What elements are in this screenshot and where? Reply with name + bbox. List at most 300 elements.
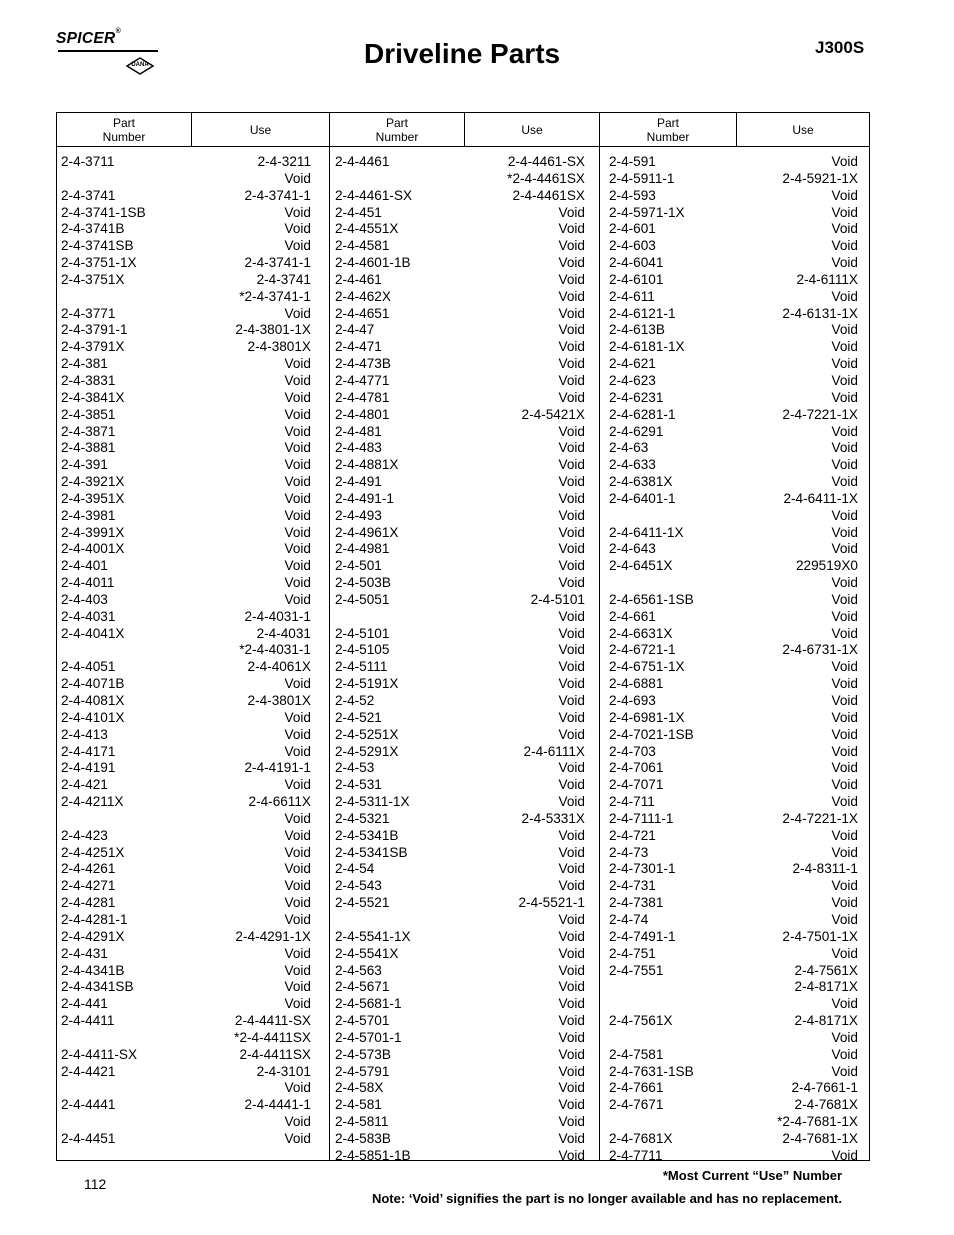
use-cell: Void [831,187,858,203]
use-cell: Void [831,1147,858,1163]
part-number-cell: 2-4-3771 [61,305,116,321]
table-row [609,322,858,339]
table-row [61,710,311,727]
table-row [335,676,585,693]
table-row [609,861,858,878]
use-cell: Void [831,524,858,540]
use-cell: Void [558,221,585,237]
part-number-cell: 2-4-451 [335,204,382,220]
part-number-cell: 2-4-623 [609,372,656,388]
use-cell: Void [558,1063,585,1079]
table-row [609,845,858,862]
part-number-cell: 2-4-471 [335,339,382,355]
part-number-cell: 2-4-47 [335,322,375,338]
part-number-cell: 2-4-4031 [61,608,116,624]
use-cell: Void [284,389,311,405]
part-number-cell: 2-4-6231 [609,389,664,405]
part-number-cell: 2-4-431 [61,945,108,961]
use-cell: 2-4-7681X [794,1097,858,1113]
part-number-cell: 2-4-6411-1X [609,524,684,540]
use-cell: Void [558,389,585,405]
part-number-cell: 2-4-4551X [335,221,399,237]
table-row [335,710,585,727]
table-row [335,1047,585,1064]
dana-text: DANA [131,62,149,68]
table-row [61,996,311,1013]
spicer-logo [56,30,160,78]
part-number-cell: 2-4-3991X [61,524,125,540]
use-cell: 2-4-8311-1 [792,861,858,877]
table-row [61,154,311,171]
registered-mark: ® [115,28,121,35]
table-row [335,1080,585,1097]
part-number-cell: 2-4-5851-1B [335,1147,411,1163]
part-number-cell: 2-4-421 [61,777,108,793]
table-row [61,525,311,542]
table-row [335,188,585,205]
part-number-cell: 2-4-4451 [61,1130,116,1146]
part-number-cell: 2-4-5701 [335,1013,390,1029]
part-number-cell: 2-4-4581 [335,238,390,254]
use-cell: Void [558,423,585,439]
part-number-cell: 2-4-521 [335,709,382,725]
part-number-cell: 2-4-4881X [335,457,399,473]
use-cell: Void [558,625,585,641]
use-cell: Void [284,1114,311,1130]
use-cell: 2-4-6611X [248,794,311,810]
use-cell: Void [558,760,585,776]
part-number-cell: 2-4-7671 [609,1097,664,1113]
table-row [61,339,311,356]
use-cell: Void [831,625,858,641]
header-use-1: Use [191,113,329,146]
use-cell: Void [831,591,858,607]
use-cell: 2-4-3741 [256,271,311,287]
part-number-cell: 2-4-52 [335,693,375,708]
part-number-cell: 2-4-4981 [335,541,390,557]
part-number-cell: 2-4-7061 [609,760,664,776]
part-number-cell: 2-4-3711 [61,154,115,169]
use-cell: Void [558,541,585,557]
use-cell: Void [831,457,858,473]
use-cell: Void [831,693,858,708]
use-cell: Void [558,794,585,810]
use-cell: Void [831,726,858,742]
dana-diamond-icon [126,57,154,75]
table-row [609,289,858,306]
table-row [335,1013,585,1030]
part-number-cell: 2-4-531 [335,777,382,793]
use-cell: 2-4-3741-1 [244,187,311,203]
part-number-cell: 2-4-3831 [61,372,116,388]
part-number-cell: 2-4-4421 [61,1063,116,1079]
use-cell: 2-4-3741-1 [244,255,311,271]
part-number-cell: 2-4-4001X [61,541,125,557]
header-use-2: Use [464,113,599,146]
table-row [335,558,585,575]
use-cell: 229519X0 [796,558,858,574]
use-cell: Void [558,1147,585,1163]
use-cell: Void [558,575,585,591]
use-cell: *2-4-4461SX [507,170,585,186]
part-number-cell: 2-4-3871 [61,423,116,439]
use-cell: Void [558,524,585,540]
table-row [335,255,585,272]
table-row [609,710,858,727]
table-row [61,171,311,188]
table-row [61,289,311,306]
use-cell: *2-4-4411SX [234,1029,311,1045]
use-cell: Void [558,305,585,321]
table-row [61,946,311,963]
use-cell: Void [831,238,858,254]
use-cell: 2-4-5421X [521,406,585,422]
use-cell: 2-4-6111X [796,271,858,287]
page-number: 112 [84,1176,107,1192]
table-row [61,238,311,255]
table-row [61,508,311,525]
table-row [61,356,311,373]
column-divider-2 [599,146,600,1160]
table-row [335,491,585,508]
part-number-cell: 2-4-3791X [61,339,125,355]
use-cell: Void [831,474,858,490]
table-row [609,221,858,238]
part-number-cell: 2-4-4411-SX [61,1046,138,1062]
use-cell: 2-4-4461-SX [507,154,585,169]
table-row [335,642,585,659]
part-number-cell: 2-4-7661 [609,1080,664,1096]
table-row [335,424,585,441]
use-cell: 2-4-7221-1X [782,406,858,422]
part-number-cell: 2-4-3741SB [61,238,134,254]
table-row [61,474,311,491]
parts-column-2 [335,154,585,1165]
part-number-cell: 2-4-4071B [61,676,125,692]
use-cell: Void [558,659,585,675]
table-row [609,642,858,659]
use-cell: Void [558,558,585,574]
table-row [609,306,858,323]
use-cell: Void [284,827,311,843]
table-row [61,895,311,912]
table-row [609,474,858,491]
part-number-cell: 2-4-593 [609,187,656,203]
part-number-cell: 2-4-441 [61,996,108,1012]
use-cell: Void [558,676,585,692]
part-number-cell: 2-4-4461-SX [335,187,413,203]
use-cell: Void [831,204,858,220]
part-number-cell: 2-4-6101 [609,271,664,287]
table-row [335,895,585,912]
table-row [61,1030,311,1047]
table-row [335,154,585,171]
part-number-cell: 2-4-621 [609,356,656,372]
table-row [609,255,858,272]
use-cell: Void [558,1013,585,1029]
table-row [609,373,858,390]
use-cell: 2-4-7661-1 [791,1080,858,1096]
part-number-cell: 2-4-74 [609,911,649,927]
table-row [335,811,585,828]
brand-name [56,30,121,48]
part-number-cell: 2-4-4271 [61,878,116,894]
use-cell: Void [558,372,585,388]
table-row [609,592,858,609]
use-cell: Void [558,204,585,220]
part-number-cell: 2-4-5791 [335,1063,390,1079]
table-row [335,525,585,542]
use-cell: Void [558,642,585,658]
part-number-cell: 2-4-5541-1X [335,928,411,944]
part-number-cell: 2-4-4961X [335,524,399,540]
table-row [61,255,311,272]
part-number-cell: 2-4-721 [609,827,656,843]
part-number-cell: 2-4-491-1 [335,490,394,506]
table-row [335,794,585,811]
use-cell: Void [558,255,585,271]
part-number-cell: 2-4-661 [609,608,656,624]
part-number-cell: 2-4-7381 [609,895,664,911]
use-cell: Void [558,1130,585,1146]
table-row [609,171,858,188]
part-number-cell: 2-4-4041X [61,625,125,641]
part-number-cell: 2-4-473B [335,356,391,372]
use-cell: Void [558,457,585,473]
use-cell: Void [831,322,858,338]
part-number-cell: 2-4-3751X [61,271,125,287]
table-row [335,322,585,339]
part-number-cell: 2-4-6751-1X [609,659,685,675]
table-row [335,1097,585,1114]
use-cell: 2-4-3801X [247,693,311,708]
table-row [609,541,858,558]
part-number-cell: 2-4-491 [335,474,382,490]
part-number-cell: 2-4-4291X [61,928,125,944]
table-row [335,339,585,356]
use-cell: Void [284,777,311,793]
table-row [609,1148,858,1165]
part-number-cell: 2-4-6181-1X [609,339,685,355]
part-number-cell: 2-4-5341SB [335,844,408,860]
part-number-cell: 2-4-7581 [609,1046,664,1062]
use-cell: 2-4-4411SX [239,1046,311,1062]
table-row [609,390,858,407]
table-row [609,339,858,356]
part-number-cell: 2-4-5341B [335,827,399,843]
use-cell: Void [558,507,585,523]
use-cell: Void [558,440,585,456]
table-row [335,946,585,963]
part-number-cell: 2-4-462X [335,288,391,304]
use-cell: 2-4-4191-1 [244,760,311,776]
table-row [335,221,585,238]
table-row [335,996,585,1013]
table-row [61,457,311,474]
table-row [335,541,585,558]
part-number-cell: 2-4-731 [609,878,656,894]
table-row [609,727,858,744]
part-number-cell: 2-4-3741B [61,221,125,237]
use-cell: 2-4-3801-1X [235,322,311,338]
use-cell: Void [284,726,311,742]
use-cell: 2-4-6411-1X [783,490,858,506]
use-cell: Void [558,356,585,372]
table-row [609,238,858,255]
table-row [61,609,311,626]
table-row [609,996,858,1013]
use-cell: 2-4-4411-SX [234,1013,311,1029]
part-number-cell: 2-4-493 [335,507,382,523]
part-number-cell: 2-4-7551 [609,962,664,978]
table-row [609,205,858,222]
part-number-cell: 2-4-7711 [609,1147,663,1163]
part-number-cell: 2-4-6281-1 [609,406,676,422]
part-number-cell: 2-4-6291 [609,423,664,439]
use-cell: Void [831,255,858,271]
table-row [335,861,585,878]
table-row [61,979,311,996]
part-number-cell: 2-4-5111 [335,659,388,675]
part-number-cell: 2-4-423 [61,827,108,843]
use-cell: Void [831,440,858,456]
table-row [609,188,858,205]
use-cell: Void [831,339,858,355]
part-number-cell: 2-4-73 [609,844,649,860]
use-cell: Void [831,709,858,725]
part-number-cell: 2-4-6631X [609,625,673,641]
part-number-cell: 2-4-4251X [61,844,125,860]
table-row [609,424,858,441]
use-cell: Void [831,575,858,591]
table-row [335,407,585,424]
page-title: Driveline Parts [364,38,561,69]
table-row [609,407,858,424]
use-cell: Void [558,861,585,877]
table-row [609,963,858,980]
part-number-cell: 2-4-4101X [61,709,125,725]
use-cell: Void [558,1080,585,1096]
table-row [335,828,585,845]
use-cell: 2-4-4031 [256,625,311,641]
part-number-cell: 2-4-3741 [61,187,116,203]
table-row [61,440,311,457]
table-row [61,221,311,238]
use-cell: 2-4-4441-1 [244,1097,311,1113]
part-number-cell: 2-4-6451X [609,558,673,574]
table-row [335,592,585,609]
use-cell: Void [831,1063,858,1079]
use-cell: Void [831,844,858,860]
use-cell: Void [831,878,858,894]
table-row [61,929,311,946]
use-cell: Void [284,457,311,473]
part-number-cell: 2-4-4081X [61,693,125,708]
use-cell: Void [284,878,311,894]
use-cell: Void [831,945,858,961]
use-cell: 2-4-8171X [794,1013,858,1029]
table-row [609,744,858,761]
table-row [61,1047,311,1064]
part-number-cell: 2-4-583B [335,1130,391,1146]
part-number-cell: 2-4-751 [609,945,656,961]
use-cell: 2-4-6131-1X [782,305,858,321]
table-header [57,113,869,147]
table-row [61,659,311,676]
brand-text: SPICER [56,30,116,47]
part-number-cell: 2-4-703 [609,743,656,759]
table-row [335,979,585,996]
use-cell: 2-4-5521-1 [518,895,585,911]
part-number-cell: 2-4-461 [335,271,382,287]
table-row [61,306,311,323]
table-row [609,272,858,289]
part-number-cell: 2-4-58X [335,1080,384,1096]
use-cell: Void [831,777,858,793]
part-number-cell: 2-4-5521 [335,895,390,911]
part-number-cell: 2-4-3791-1 [61,322,128,338]
part-number-cell: 2-4-5701-1 [335,1029,402,1045]
table-row [61,541,311,558]
use-cell: Void [284,861,311,877]
table-row [609,508,858,525]
use-cell: Void [558,322,585,338]
part-number-cell: 2-4-633 [609,457,656,473]
use-cell: 2-4-4461SX [512,187,585,203]
use-cell: Void [558,844,585,860]
table-row [335,845,585,862]
table-row [335,272,585,289]
table-row [335,205,585,222]
use-cell: Void [284,962,311,978]
part-number-cell: 2-4-7301-1 [609,861,676,877]
use-cell: 2-4-7561X [794,962,858,978]
use-cell: Void [284,844,311,860]
use-cell: Void [831,794,858,810]
table-row [61,878,311,895]
part-number-cell: 2-4-5681-1 [335,996,402,1012]
table-row [61,811,311,828]
table-row [335,1114,585,1131]
use-cell: Void [284,709,311,725]
table-row [335,727,585,744]
use-cell: Void [831,507,858,523]
table-row [335,912,585,929]
table-row [609,1080,858,1097]
use-cell: Void [284,945,311,961]
use-cell: Void [831,743,858,759]
use-cell: Void [831,895,858,911]
table-row [61,1097,311,1114]
part-number-cell: 2-4-5251X [335,726,399,742]
table-row [61,760,311,777]
use-cell: Void [284,406,311,422]
part-number-cell: 2-4-4281 [61,895,116,911]
table-row [335,1030,585,1047]
use-cell: Void [831,659,858,675]
part-number-cell: 2-4-6381X [609,474,673,490]
part-number-cell: 2-4-4461 [335,154,390,169]
use-cell: Void [284,558,311,574]
table-row [335,693,585,710]
table-row [61,845,311,862]
table-row [335,390,585,407]
table-row [61,373,311,390]
part-number-cell: 2-4-4781 [335,389,390,405]
use-cell: Void [831,154,858,169]
use-cell: 2-4-4291-1X [235,928,311,944]
part-number-cell: 2-4-6881 [609,676,664,692]
